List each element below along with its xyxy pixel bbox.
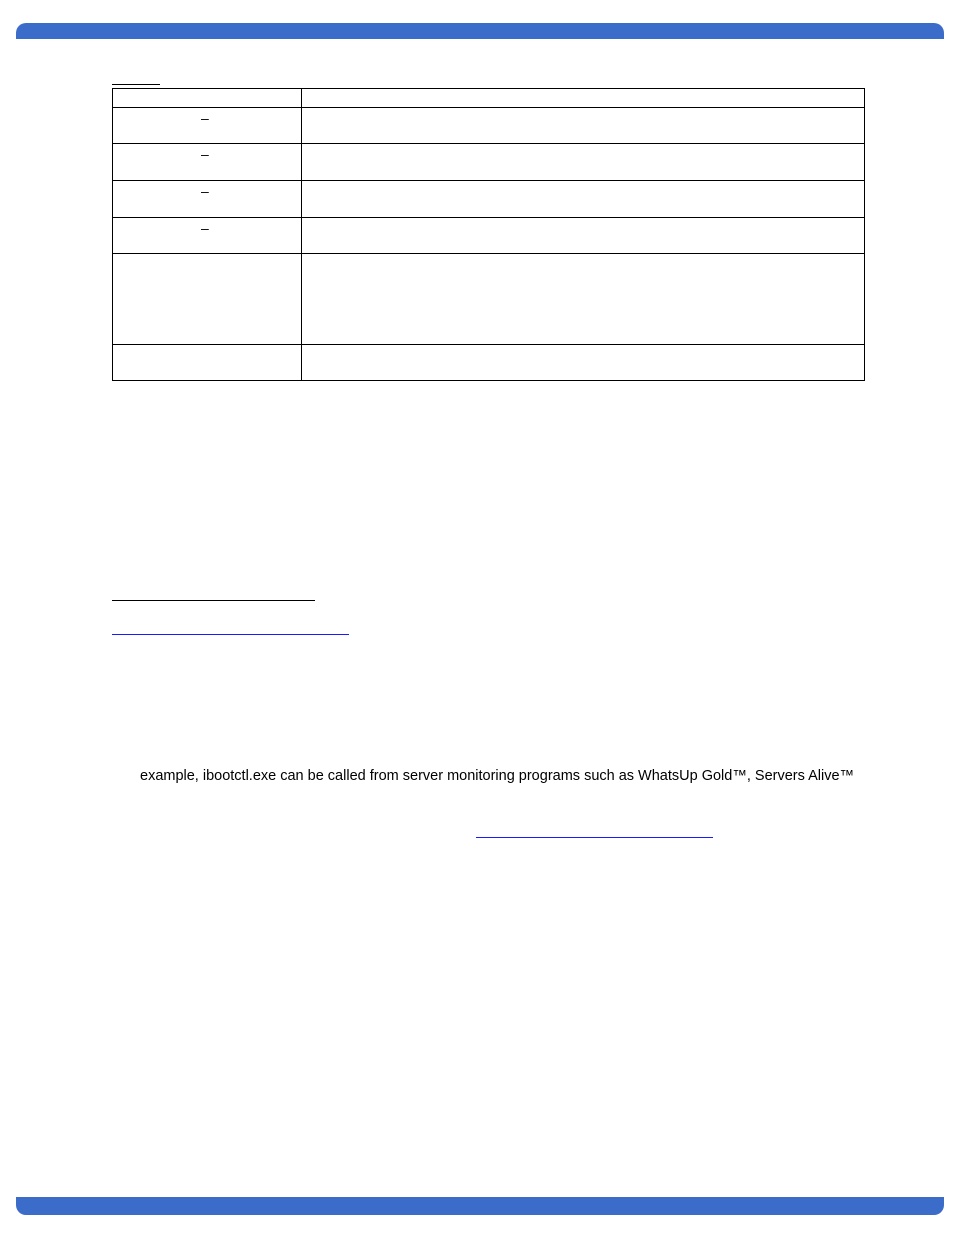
hyperlink[interactable]: [476, 837, 713, 838]
table-cell-command: [113, 218, 302, 254]
dash-mark: –: [201, 183, 209, 199]
table-row: [113, 345, 865, 381]
table-cell-command: [113, 181, 302, 218]
table-row: [113, 254, 865, 345]
command-table: [112, 88, 865, 381]
table-cell-command: [113, 108, 302, 144]
table-cell-description: [302, 345, 865, 381]
table-cell-description: [302, 218, 865, 254]
table-cell-command: [113, 345, 302, 381]
dash-mark: –: [201, 220, 209, 236]
table-row: [113, 108, 865, 144]
table-header-cell: [302, 89, 865, 108]
table-header-cell: [113, 89, 302, 108]
table-row: [113, 181, 865, 218]
dash-mark: –: [201, 146, 209, 162]
table-header-row: [113, 89, 865, 108]
dash-mark: –: [201, 110, 209, 126]
table-row: [113, 144, 865, 181]
table-cell-command: [113, 254, 302, 345]
table-row: [113, 218, 865, 254]
table-cell-description: [302, 144, 865, 181]
top-banner-bar: [16, 23, 944, 39]
underlined-heading: [112, 600, 315, 601]
table-caption-underline: [112, 84, 160, 85]
table-cell-description: [302, 108, 865, 144]
hyperlink[interactable]: [112, 634, 349, 635]
bottom-banner-bar: [16, 1197, 944, 1215]
paragraph-text: example, ibootctl.exe can be called from server monitoring programs such as WhatsUp Gold™, Servers Alive™: [140, 768, 855, 784]
table-cell-command: [113, 144, 302, 181]
table-cell-description: [302, 181, 865, 218]
table-cell-description: [302, 254, 865, 345]
